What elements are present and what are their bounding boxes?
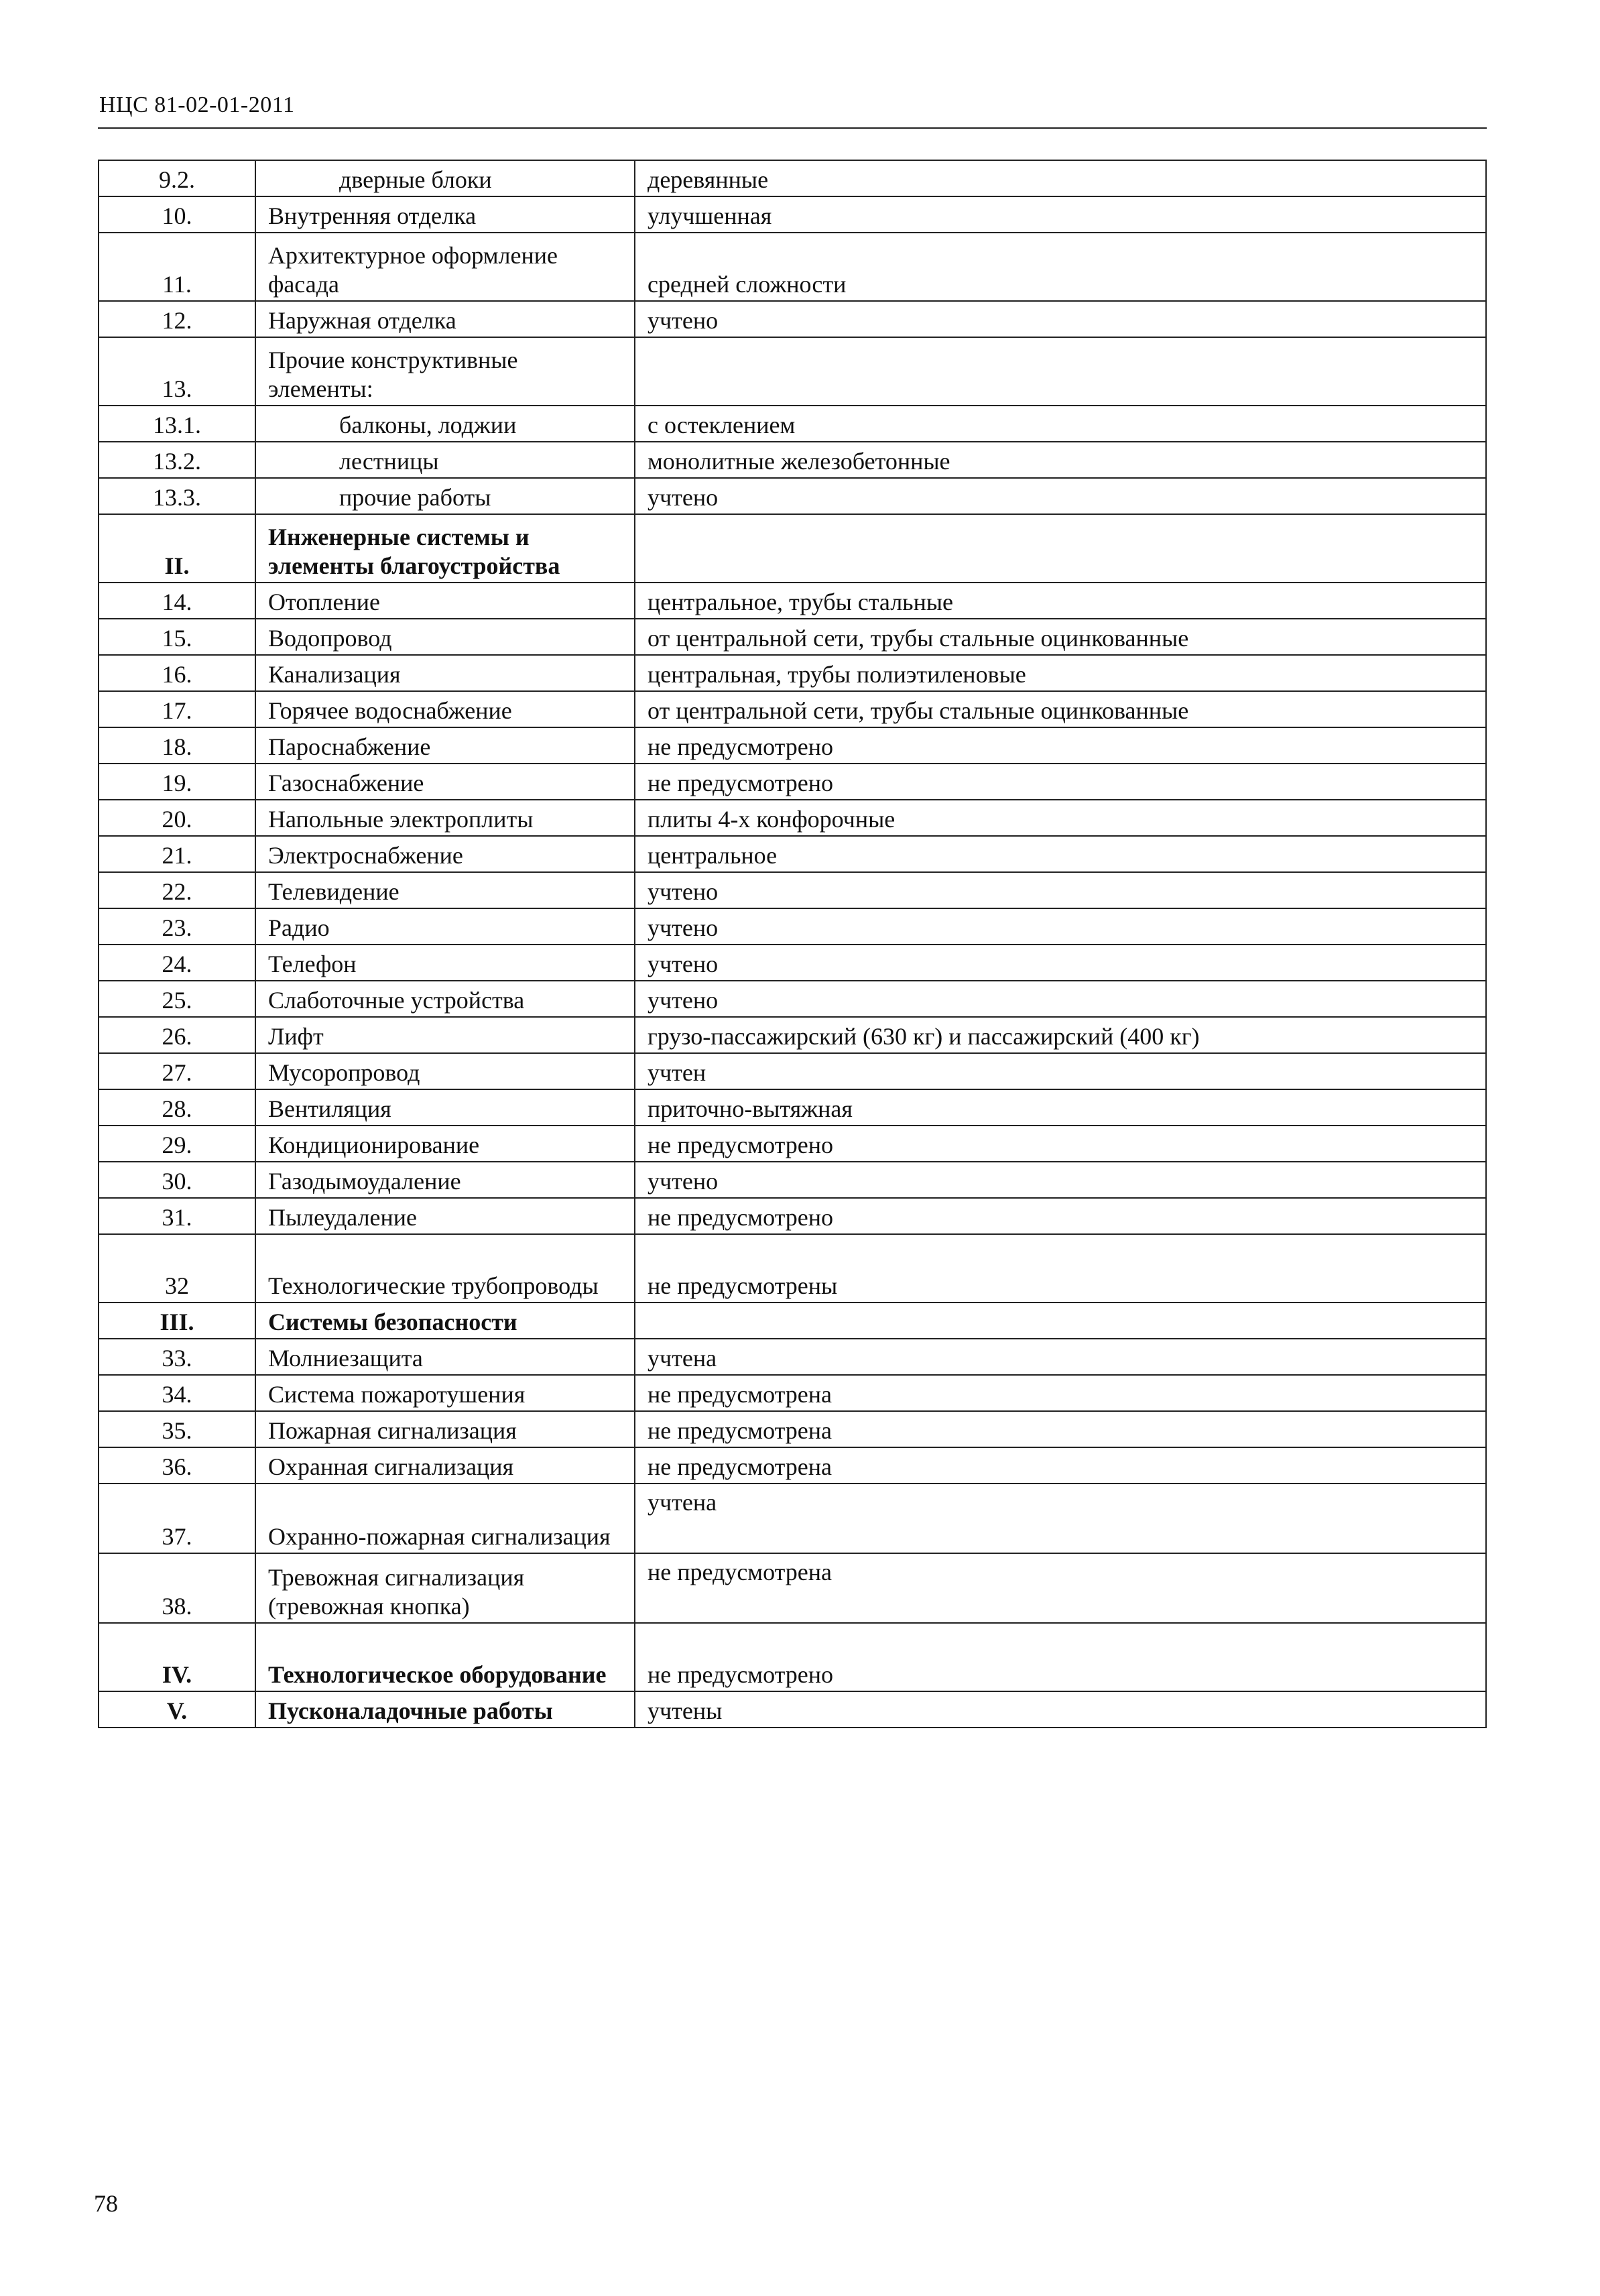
row-value: не предусмотрено xyxy=(635,1623,1486,1691)
row-number: 37. xyxy=(99,1484,255,1553)
page-number: 78 xyxy=(94,2190,118,2217)
row-value: приточно-вытяжная xyxy=(635,1089,1486,1126)
row-name: Вентиляция xyxy=(255,1089,635,1126)
table-row xyxy=(99,233,1486,301)
table-row xyxy=(99,764,1486,800)
row-value: не предусмотрено xyxy=(635,727,1486,764)
table-row xyxy=(99,442,1486,478)
row-number: 20. xyxy=(99,800,255,836)
row-value: грузо-пассажирский (630 кг) и пассажирский (400 кг) xyxy=(635,1017,1486,1053)
row-number: 30. xyxy=(99,1162,255,1198)
row-name: Слаботочные устройства xyxy=(255,981,635,1017)
row-name: Система пожаротушения xyxy=(255,1375,635,1411)
row-number: 11. xyxy=(99,233,255,301)
section-row xyxy=(99,1623,1486,1691)
row-name: Внутренняя отделка xyxy=(255,196,635,233)
row-number: 12. xyxy=(99,301,255,337)
row-value xyxy=(635,1303,1486,1339)
row-name: Пылеудаление xyxy=(255,1198,635,1234)
row-number: 9.2. xyxy=(99,160,255,196)
row-name: Кондиционирование xyxy=(255,1126,635,1162)
row-value: не предусмотрена xyxy=(635,1447,1486,1484)
table-row xyxy=(99,619,1486,655)
row-value: от центральной сети, трубы стальные оцинкованные xyxy=(635,619,1486,655)
row-name: Прочие конструктивные элементы: xyxy=(255,337,635,406)
table-row xyxy=(99,1447,1486,1484)
table-row xyxy=(99,1162,1486,1198)
row-name: Канализация xyxy=(255,655,635,691)
row-value: учтено xyxy=(635,872,1486,908)
row-number: 13.1. xyxy=(99,406,255,442)
row-name: Напольные электроплиты xyxy=(255,800,635,836)
row-value: учтены xyxy=(635,1691,1486,1728)
row-number: 23. xyxy=(99,908,255,945)
table-row xyxy=(99,1017,1486,1053)
row-number: 10. xyxy=(99,196,255,233)
row-name: Электроснабжение xyxy=(255,836,635,872)
table-row xyxy=(99,1053,1486,1089)
row-number: 27. xyxy=(99,1053,255,1089)
table-row xyxy=(99,1411,1486,1447)
table-row xyxy=(99,160,1486,196)
section-title: Системы безопасности xyxy=(255,1303,635,1339)
row-number: 36. xyxy=(99,1447,255,1484)
table-row xyxy=(99,1484,1486,1553)
row-name: Тревожная сигнализация (тревожная кнопка) xyxy=(255,1553,635,1623)
table-row xyxy=(99,800,1486,836)
row-value xyxy=(635,337,1486,406)
row-number: 29. xyxy=(99,1126,255,1162)
table-row xyxy=(99,908,1486,945)
row-number: 17. xyxy=(99,691,255,727)
row-value xyxy=(635,514,1486,583)
table-row xyxy=(99,301,1486,337)
section-title: Пусконаладочные работы xyxy=(255,1691,635,1728)
row-name: Пожарная сигнализация xyxy=(255,1411,635,1447)
table-row xyxy=(99,655,1486,691)
row-number: 13.3. xyxy=(99,478,255,514)
row-number: 15. xyxy=(99,619,255,655)
table-row xyxy=(99,691,1486,727)
row-value: деревянные xyxy=(635,160,1486,196)
row-number: 16. xyxy=(99,655,255,691)
row-value: учтено xyxy=(635,1162,1486,1198)
table-row xyxy=(99,1375,1486,1411)
row-name: Телевидение xyxy=(255,872,635,908)
section-number: III. xyxy=(99,1303,255,1339)
row-number: 38. xyxy=(99,1553,255,1623)
table-row xyxy=(99,406,1486,442)
row-value: с остеклением xyxy=(635,406,1486,442)
row-name: Водопровод xyxy=(255,619,635,655)
row-name: Радио xyxy=(255,908,635,945)
row-number: 33. xyxy=(99,1339,255,1375)
section-row xyxy=(99,1691,1486,1728)
document-code: НЦС 81-02-01-2011 xyxy=(99,93,295,117)
row-name: Лифт xyxy=(255,1017,635,1053)
row-value: учтено xyxy=(635,981,1486,1017)
row-value: плиты 4-х конфорочные xyxy=(635,800,1486,836)
row-name: Наружная отделка xyxy=(255,301,635,337)
row-value: не предусмотрено xyxy=(635,1126,1486,1162)
row-name: Пароснабжение xyxy=(255,727,635,764)
row-name: Газодымоудаление xyxy=(255,1162,635,1198)
section-number: IV. xyxy=(99,1623,255,1691)
row-number: 28. xyxy=(99,1089,255,1126)
row-name: Технологические трубопроводы xyxy=(255,1234,635,1303)
table-row xyxy=(99,478,1486,514)
table-row xyxy=(99,1553,1486,1623)
table-row xyxy=(99,196,1486,233)
row-value: центральное, трубы стальные xyxy=(635,583,1486,619)
row-name: лестницы xyxy=(255,442,635,478)
row-number: 14. xyxy=(99,583,255,619)
row-value: не предусмотрена xyxy=(635,1553,1486,1623)
table-row xyxy=(99,583,1486,619)
section-title: Технологическое оборудование xyxy=(255,1623,635,1691)
row-value: учтен xyxy=(635,1053,1486,1089)
row-name: Молниезащита xyxy=(255,1339,635,1375)
table-row xyxy=(99,1089,1486,1126)
row-value: учтено xyxy=(635,301,1486,337)
row-number: 24. xyxy=(99,945,255,981)
row-name: балконы, лоджии xyxy=(255,406,635,442)
row-value: центральная, трубы полиэтиленовые xyxy=(635,655,1486,691)
row-value: не предусмотрено xyxy=(635,1198,1486,1234)
row-value: не предусмотрены xyxy=(635,1234,1486,1303)
table-row xyxy=(99,1198,1486,1234)
row-number: 18. xyxy=(99,727,255,764)
row-name: Охранная сигнализация xyxy=(255,1447,635,1484)
row-value: учтено xyxy=(635,478,1486,514)
row-number: 35. xyxy=(99,1411,255,1447)
row-name: Горячее водоснабжение xyxy=(255,691,635,727)
row-name: Газоснабжение xyxy=(255,764,635,800)
table-row xyxy=(99,945,1486,981)
row-value: улучшенная xyxy=(635,196,1486,233)
row-value: учтено xyxy=(635,908,1486,945)
row-value: учтено xyxy=(635,945,1486,981)
row-value: от центральной сети, трубы стальные оцинкованные xyxy=(635,691,1486,727)
row-number: 21. xyxy=(99,836,255,872)
table-row xyxy=(99,981,1486,1017)
row-value: учтена xyxy=(635,1339,1486,1375)
section-row xyxy=(99,514,1486,583)
header-rule xyxy=(98,127,1487,129)
table-row xyxy=(99,1234,1486,1303)
table-row xyxy=(99,872,1486,908)
table-row xyxy=(99,727,1486,764)
row-number: 31. xyxy=(99,1198,255,1234)
specification-table xyxy=(98,160,1487,1728)
row-value: не предусмотрена xyxy=(635,1375,1486,1411)
row-value: монолитные железобетонные xyxy=(635,442,1486,478)
section-number: V. xyxy=(99,1691,255,1728)
row-value: не предусмотрено xyxy=(635,764,1486,800)
table-row xyxy=(99,836,1486,872)
row-name: Мусоропровод xyxy=(255,1053,635,1089)
table-row xyxy=(99,337,1486,406)
section-number: II. xyxy=(99,514,255,583)
table-row xyxy=(99,1126,1486,1162)
row-name: прочие работы xyxy=(255,478,635,514)
row-name: Архитектурное оформление фасада xyxy=(255,233,635,301)
row-name: дверные блоки xyxy=(255,160,635,196)
row-number: 32 xyxy=(99,1234,255,1303)
table-row xyxy=(99,1339,1486,1375)
row-number: 34. xyxy=(99,1375,255,1411)
row-value: центральное xyxy=(635,836,1486,872)
section-row xyxy=(99,1303,1486,1339)
row-name: Охранно-пожарная сигнализация xyxy=(255,1484,635,1553)
row-value: средней сложности xyxy=(635,233,1486,301)
section-title: Инженерные системы и элементы благоустройства xyxy=(255,514,635,583)
row-name: Телефон xyxy=(255,945,635,981)
row-value: не предусмотрена xyxy=(635,1411,1486,1447)
row-number: 22. xyxy=(99,872,255,908)
row-number: 13.2. xyxy=(99,442,255,478)
row-number: 26. xyxy=(99,1017,255,1053)
row-name: Отопление xyxy=(255,583,635,619)
row-number: 19. xyxy=(99,764,255,800)
row-number: 13. xyxy=(99,337,255,406)
row-value: учтена xyxy=(635,1484,1486,1553)
row-number: 25. xyxy=(99,981,255,1017)
